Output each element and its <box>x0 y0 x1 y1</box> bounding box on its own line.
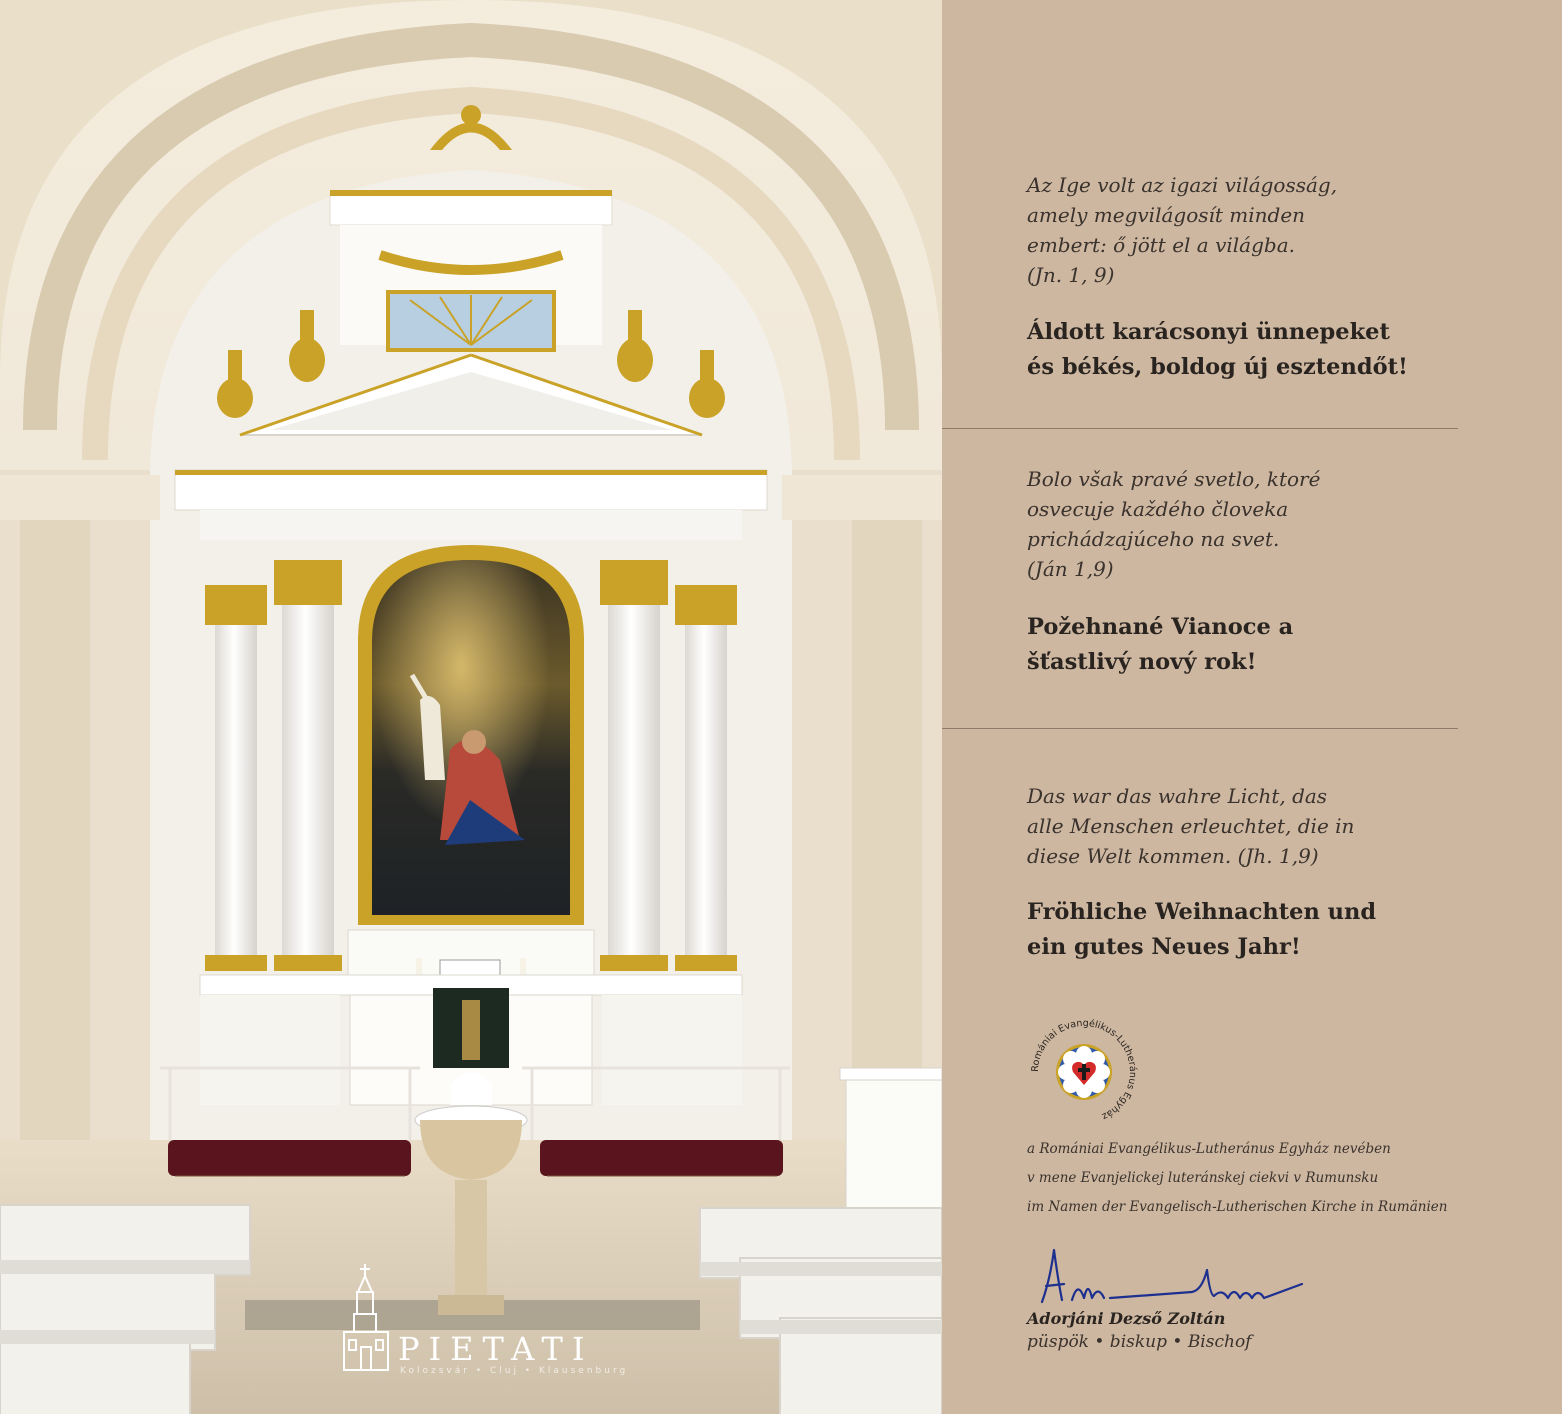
greeting-hungarian: Áldott karácsonyi ünnepeket és békés, boldog új esztendőt! <box>1027 319 1408 380</box>
pietati-subtitle: Kolozsvár • Cluj • Klausenburg <box>400 1366 629 1376</box>
pietati-logo <box>340 1262 629 1382</box>
signatory-name: Adorjáni Dezső Zoltán <box>1027 1309 1226 1328</box>
divider <box>942 728 1458 729</box>
greeting-slovak: Požehnané Vianoce a šťastlivý nový rok! <box>1027 614 1294 675</box>
greeting-german: Fröhliche Weihnachten und ein gutes Neues Jahr! <box>1027 899 1377 960</box>
verse-german: Das war das wahre Licht, das alle Menschen erleuchtet, die in diese Welt kommen. (Jh. 1,9) <box>1027 784 1355 868</box>
church-seal <box>1024 1012 1144 1132</box>
on-behalf-german: im Namen der Evangelisch-Lutherischen Kirche in Rumänien <box>1027 1199 1448 1215</box>
on-behalf-hungarian: a Romániai Evangélikus-Lutheránus Egyház nevében <box>1027 1141 1391 1157</box>
pietati-wordmark: PIETATI <box>398 1330 594 1368</box>
church-tower-icon <box>340 1262 400 1372</box>
signature <box>1032 1240 1312 1320</box>
greeting-panel <box>942 0 1562 1414</box>
on-behalf-slovak: v mene Evanjelickej luteránskej ciekvi v Rumunsku <box>1027 1170 1379 1186</box>
verse-hungarian: Az Ige volt az igazi világosság, amely megvilágosít minden embert: ő jött el a világba. (Jn. 1, 9) <box>1027 173 1338 287</box>
luther-rose-icon <box>1024 1012 1144 1132</box>
seal-text: Romániai Evangélikus-Lutheránus Egyház <box>1029 1017 1139 1122</box>
divider <box>942 428 1458 429</box>
verse-slovak: Bolo však pravé svetlo, ktoré osvecuje každého človeka prichádzajúceho na svet. (Ján 1,9) <box>1027 467 1321 581</box>
signatory-title: püspök • biskup • Bischof <box>1027 1332 1252 1352</box>
